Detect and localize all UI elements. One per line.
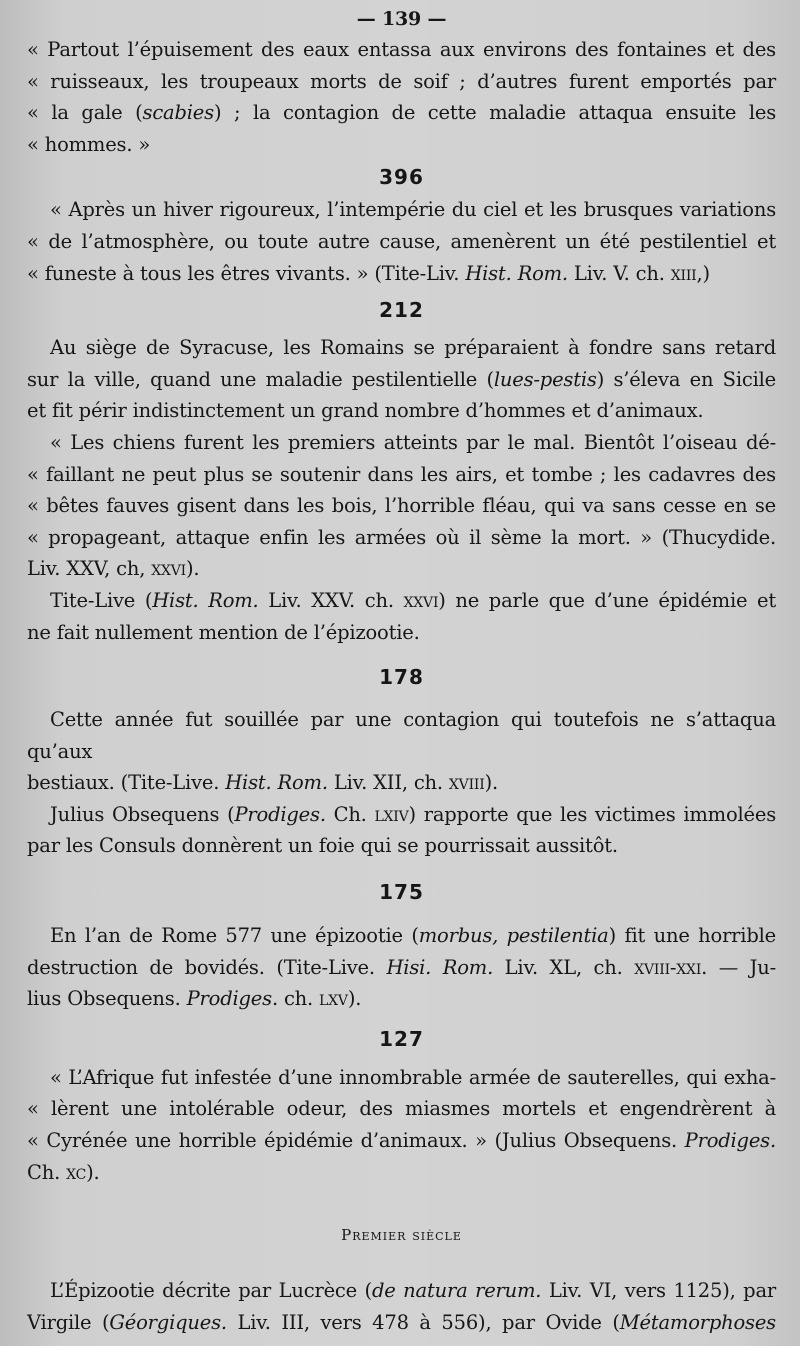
text-line: « Cyrénée une horrible épidémie d’animaux. » (Julius Obsequens. Prodiges. [27,1129,776,1153]
year-heading: 212 [379,298,424,323]
text-line: « la gale (scabies) ; la contagion de cette maladie attaqua ensuite les [27,101,776,125]
year-heading: 127 [379,1026,424,1051]
text-line: « bêtes fauves gisent dans les bois, l’horrible fléau, qui va sans cesse en se [27,494,776,518]
text-line: et fit périr indistinctement un grand nombre d’hommes et d’animaux. [27,399,704,423]
section-heading: Premier siècle [341,1226,462,1245]
text-line: Au siège de Syracuse, les Romains se préparaient à fondre sans retard [50,336,776,360]
text-line: Liv. XXV, ch, xxvi). [27,557,200,581]
paragraph [27,427,776,585]
text-line: « hommes. » [27,132,151,156]
year-heading: 175 [379,880,424,905]
text-line: « de l’atmosphère, ou toute autre cause, amenèrent un été pestilentiel et [27,229,776,253]
paragraph [27,1275,776,1338]
text-line: « Après un hiver rigoureux, l’intempérie du ciel et les brusques variations [50,198,776,222]
text-line: sur la ville, quand une maladie pestilentielle (lues-pestis) s’éleva en Sicile [27,367,777,391]
text-line: destruction de bovidés. (Tite-Live. Hisi. Rom. Liv. XL, ch. xviii-xxi. — Ju- [27,955,776,979]
text-line: par les Consuls donnèrent un foie qui se pourrissait aussitôt. [27,834,618,858]
paragraph [27,704,776,799]
page-body [27,34,776,1338]
text-line: Cette année fut souillée par une contagion qui toutefois ne s’attaqua qu’aux [27,708,776,763]
text-line: « L’Afrique fut infestée d’une innombrable armée de sauterelles, qui exha- [50,1065,776,1089]
text-line: « funeste à tous les êtres vivants. » (Tite-Liv. Hist. Rom. Liv. V. ch. xiii,) [27,261,710,285]
text-line: L’Épizootie décrite par Lucrèce (de natura rerum. Liv. VI, vers 1125), par [50,1279,777,1303]
paragraph [27,799,776,862]
text-line: bestiaux. (Tite-Live. Hist. Rom. Liv. XII, ch. xviii). [27,771,498,795]
text-line: « faillant ne peut plus se soutenir dans les airs, et tombe ; les cadavres des [27,462,776,486]
page-number: — 139 — [356,8,447,30]
text-line: « lèrent une intolérable odeur, des miasmes mortels et engendrèrent à [27,1097,776,1121]
text-line: « ruisseaux, les troupeaux morts de soif ; d’autres furent emportés par [27,69,776,93]
text-line: Ch. xc). [27,1160,100,1184]
text-line: Virgile (Géorgiques. Liv. III, vers 478 à 556), par Ovide (Métamorphoses [27,1310,776,1334]
paragraph [27,194,776,289]
text-line: Julius Obsequens (Prodiges. Ch. lxiv) rapporte que les victimes immolées [50,802,777,826]
year-heading: 396 [379,165,424,190]
paragraph [27,920,776,1015]
year-heading: 178 [379,665,424,690]
text-line: « Partout l’épuisement des eaux entassa aux environs des fontaines et des [27,38,776,61]
text-line: « propageant, attaque enfin les armées où il sème la mort. » (Thucydide. [27,525,776,549]
paragraph [27,585,776,648]
text-line: En l’an de Rome 577 une épizootie (morbus, pestilentia) fit une horrible [50,924,777,948]
paragraph [27,332,776,427]
text-line: lius Obsequens. Prodiges. ch. lxv). [27,987,362,1011]
text-line: « Les chiens furent les premiers atteints par le mal. Bientôt l’oiseau dé- [50,430,776,454]
paragraph [27,34,776,160]
paragraph [27,1062,776,1188]
text-line: ne fait nullement mention de l’épizootie. [27,620,420,644]
text-line: Tite-Live (Hist. Rom. Liv. XXV. ch. xxvi) ne parle que d’une épidémie et [50,588,776,612]
